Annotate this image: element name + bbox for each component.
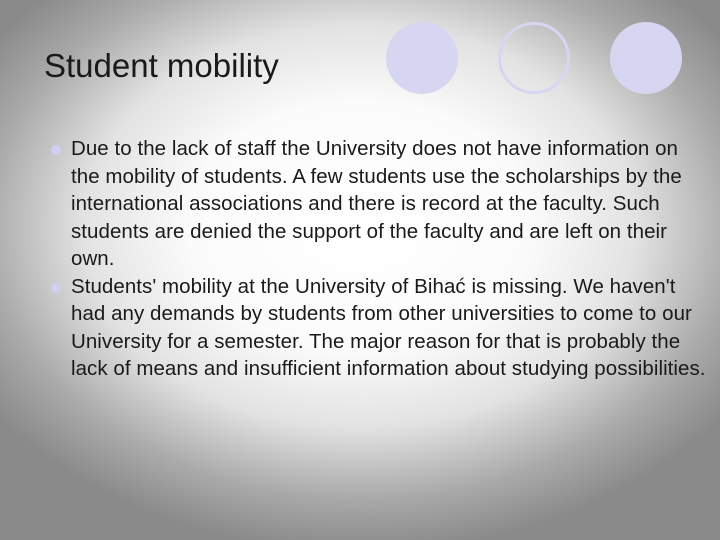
decorative-circle-filled <box>610 22 682 94</box>
bullet-text: Students' mobility at the University of Bihać is missing. We haven't had any demands by students from other universities to come to our University for a semester. The major reason for that is probably the lack of means and insufficient information about studying possibilities. <box>71 274 706 380</box>
bullet-dot-icon <box>51 145 61 155</box>
bullet-text: Due to the lack of staff the University does not have information on the mobility of students. A few students use the scholarships by the international associations and there is record at the faculty. Such students are denied the support of the faculty and are left on their own. <box>71 137 682 270</box>
decorative-circle-outline <box>498 22 570 94</box>
slide-title: Student mobility <box>44 47 279 84</box>
bullet-item <box>0 273 711 383</box>
bullet-dot-icon <box>51 283 61 293</box>
decorative-circle-filled <box>386 22 458 94</box>
bullet-item <box>0 135 711 273</box>
bullet-list <box>0 135 711 383</box>
